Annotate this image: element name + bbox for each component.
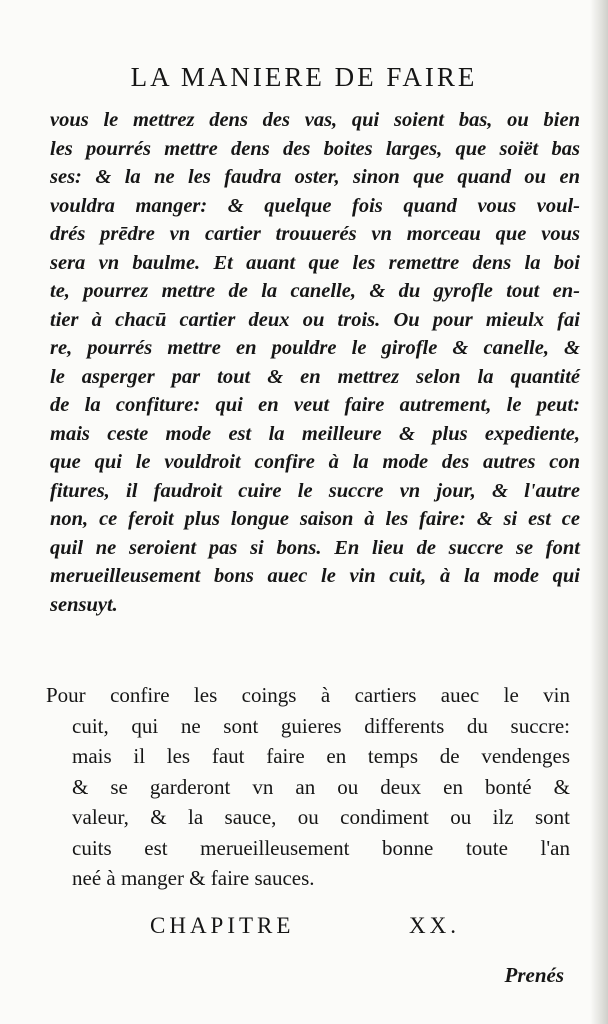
text-line: valeur, & la sauce, ou condiment ou ilz sont [72,805,570,829]
roman-paragraph [46,680,570,894]
chapter-heading: CHAPITRE XX. [150,913,460,938]
text-line: mais il les faut faire en temps de vendenges [72,744,570,768]
text-line: neé à manger & faire sauces. [72,866,315,890]
text-line: non, ce feroit plus longue saison à les faire: & si est ce [50,508,580,530]
text-line: re, pourrés mettre en pouldre le girofle & canelle, & [50,337,580,359]
text-line: drés prēdre vn cartier trouuerés vn morceau que vous [50,223,580,245]
text-line: vous le mettrez dens des vas, qui soient bas, ou bien [50,109,580,131]
text-line: que qui le vouldroit confire à la mode des autres con [50,451,580,473]
text-line: & se garderont vn an ou deux en bonté & [72,774,570,799]
text-line: sera vn baulme. Et auant que les remettre dens la boi [50,251,580,274]
text-line: te, pourrez mettre de la canelle, & du gyrofle tout en- [50,280,580,302]
text-line: tier à chacū cartier deux ou trois. Ou pour mieulx fai [50,308,580,331]
italic-paragraph [50,106,580,619]
text-line: sensuyt. [50,593,118,616]
text-line: quil ne seroient pas si bons. En lieu de succre se font [50,536,580,559]
text-line: cuit, qui ne sont guieres differents du succre: [72,713,570,738]
text-line: Pour confire les coings à cartiers auec le vin [46,683,570,707]
text-line: merueilleusement bons auec le vin cuit, à la mode qui [50,565,580,587]
text-line: les pourrés mettre dens des boites larges, que soiët bas [50,137,580,160]
page-edge-shadow [590,0,608,1024]
text-line: le asperger par tout & en mettrez selon la quantité [50,365,580,388]
text-line: ses: & la ne les faudra oster, sinon que quand ou en [50,166,580,188]
text-line: de la confiture: qui en veut faire autrement, le peut: [50,394,580,416]
text-line: cuits est merueilleusement bonne toute l'an [72,835,570,860]
catchword: Prenés [504,963,564,987]
text-line: mais ceste mode est la meilleure & plus expediente, [50,422,580,445]
text-line: vouldra manger: & quelque fois quand vous voul- [50,194,580,217]
text-line: fitures, il faudroit cuire le succre vn jour, & l'autre [50,479,580,502]
running-head: LA MANIERE DE FAIRE [130,62,478,92]
